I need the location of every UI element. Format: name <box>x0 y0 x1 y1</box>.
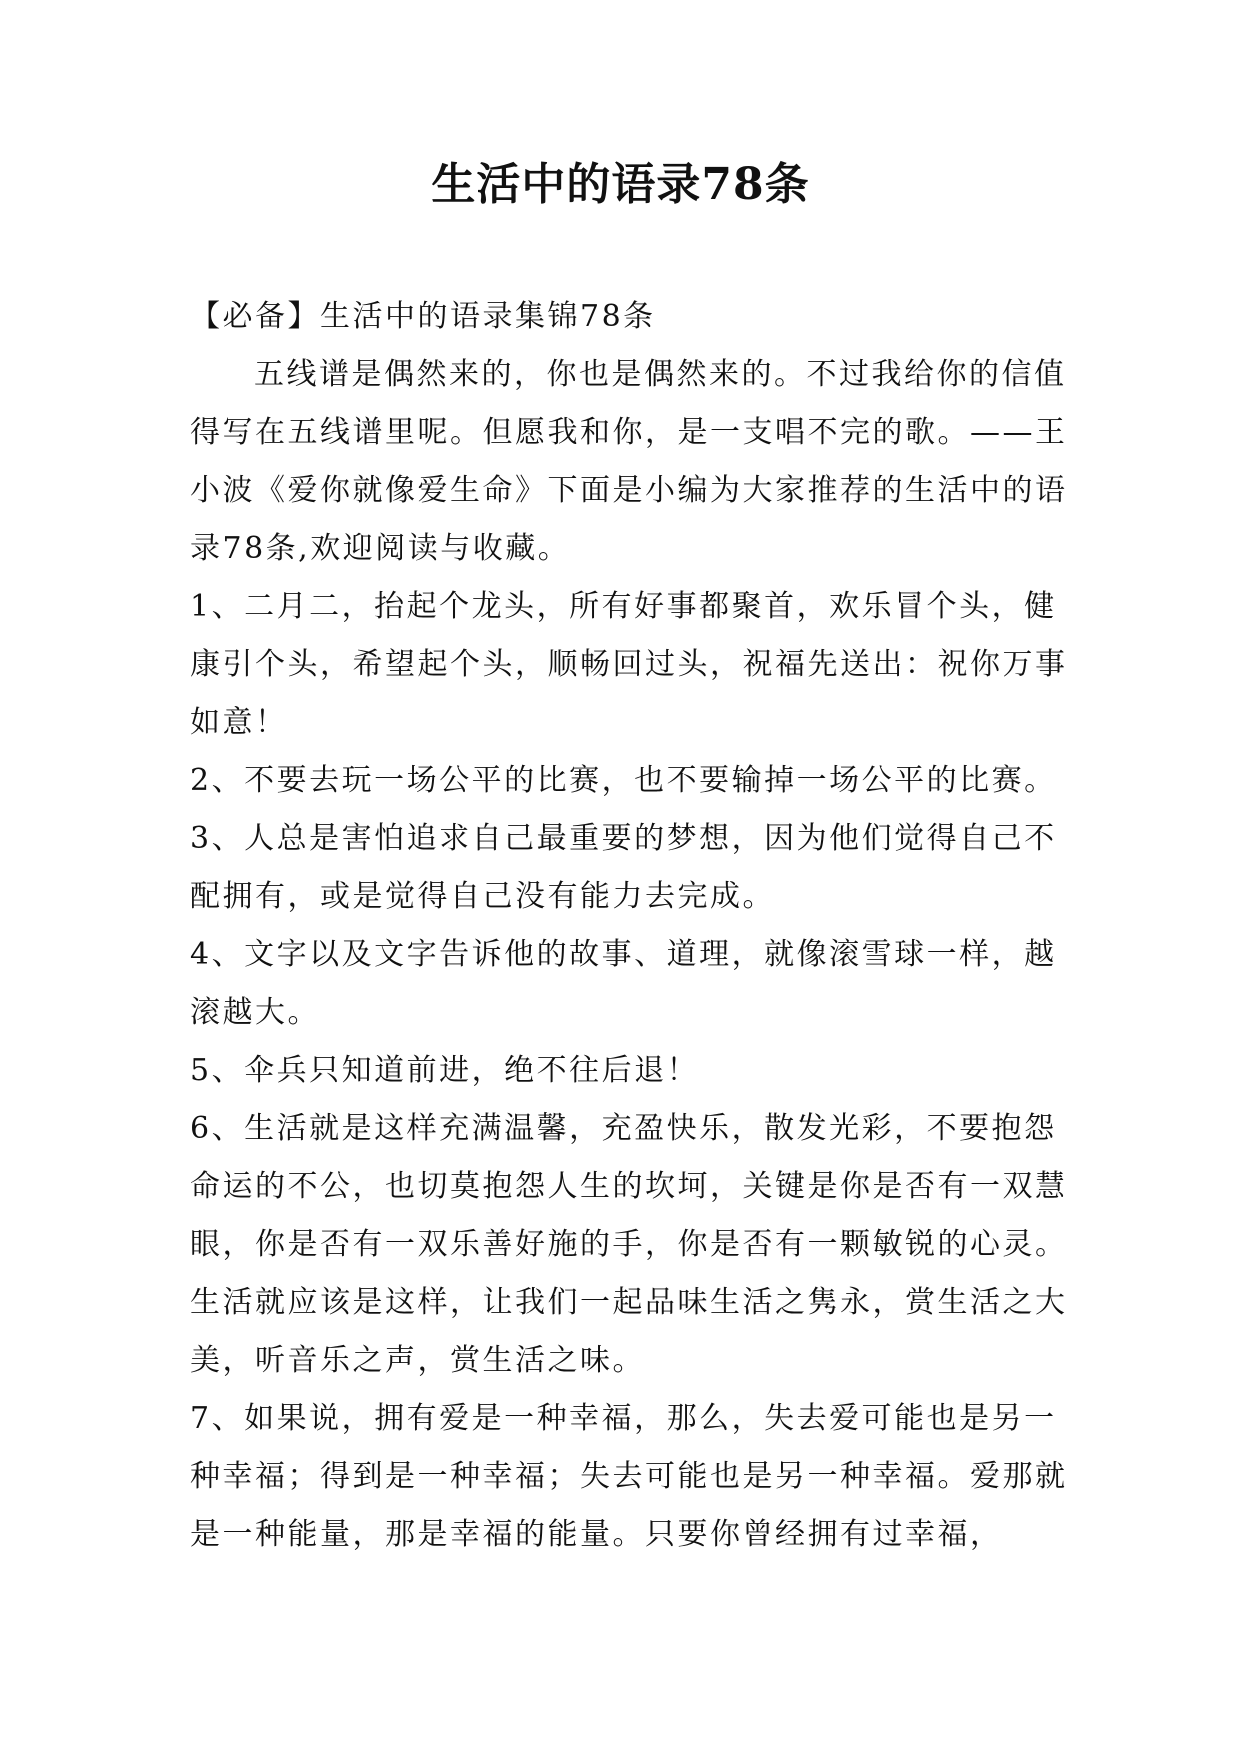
intro-paragraph: 五线谱是偶然来的，你也是偶然来的。不过我给你的信值得写在五线谱里呢。但愿我和你，是一支唱不完的歌。——王小波《爱你就像爱生命》下面是小编为大家推荐的生活中的语录78条,欢迎阅读与收藏。 <box>190 357 1068 566</box>
page-title: 生活中的语录78条 <box>431 159 810 210</box>
quote-item-2: 2、不要去玩一场公平的比赛，也不要输掉一场公平的比赛。 <box>190 763 1057 798</box>
quote-item-7: 7、如果说，拥有爱是一种幸福，那么，失去爱可能也是另一种幸福；得到是一种幸福；失去可能也是另一种幸福。爱那就是一种能量，那是幸福的能量。只要你曾经拥有过幸福， <box>190 1401 1068 1552</box>
quote-item-3: 3、人总是害怕追求自己最重要的梦想，因为他们觉得自己不配拥有，或是觉得自己没有能力去完成。 <box>190 821 1057 914</box>
document-body <box>190 288 1070 1564</box>
quote-item-4: 4、文字以及文字告诉他的故事、道理，就像滚雪球一样，越滚越大。 <box>190 937 1057 1030</box>
quote-item-6: 6、生活就是这样充满温馨，充盈快乐，散发光彩，不要抱怨命运的不公，也切莫抱怨人生的坎坷，关键是你是否有一双慧眼，你是否有一双乐善好施的手，你是否有一颗敏锐的心灵。生活就应该是这样，让我们一起品味生活之隽永，赏生活之大美，听音乐之声，赏生活之味。 <box>190 1111 1068 1378</box>
quote-item-1: 1、二月二，抬起个龙头，所有好事都聚首，欢乐冒个头，健康引个头，希望起个头，顺畅回过头，祝福先送出：祝你万事如意！ <box>190 589 1068 740</box>
quote-item-5: 5、伞兵只知道前进，绝不往后退！ <box>190 1053 700 1088</box>
document-subtitle: 【必备】生活中的语录集锦78条 <box>190 299 656 334</box>
